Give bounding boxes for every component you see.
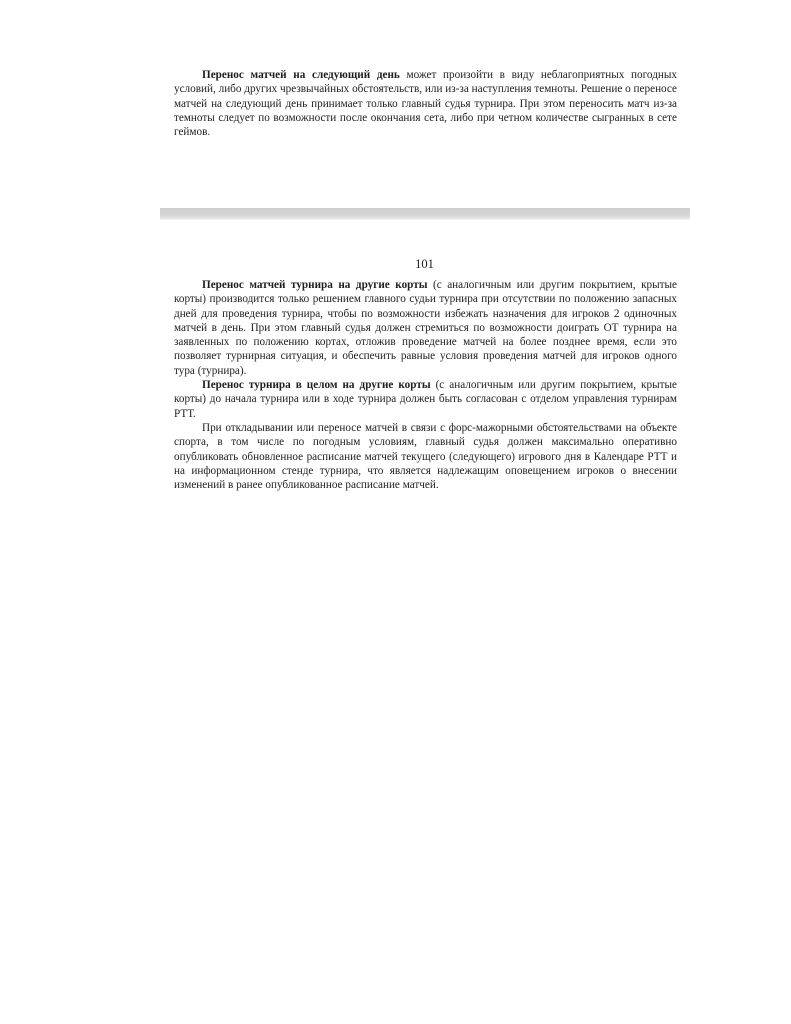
paragraph-transfer-tournament-other-courts — [174, 378, 677, 421]
page-body-text — [174, 278, 677, 492]
paragraph-body: (с аналогичным или другим покрытием, крытые корты) производится только решением главного судьи турнира при отсутствии по положению запасных дней для проведения турнира, чтобы по возможности избежать назначения для игроков 2 одиночных матчей в день. При этом главный судья должен стремиться по возможности доиграть ОТ турнира на заявленных по положению кортах, отложив проведение матчей на более позднее время, если это позволяет турнирная ситуация, и обеспечить равные условия проведения матчей для игроков одного тура (турнира). — [174, 279, 677, 377]
previous-page-text — [174, 68, 677, 139]
page-separator — [160, 208, 690, 220]
paragraph-force-majeure-schedule — [174, 421, 677, 492]
paragraph-heading: Перенос матчей на следующий день — [202, 69, 400, 81]
paragraph-body: может произойти в виду неблагоприятных погодных условий, либо других чрезвычайных обстоятельств, или из-за наступления темноты. Решение о переносе матчей на следующий день принимает только главный судья турнира. При этом переносить матч из-за темноты следует по возможности после окончания сета, либо при четном количестве сыгранных в сете геймов. — [174, 69, 677, 139]
paragraph-heading: Перенос турнира в целом на другие корты — [202, 379, 431, 392]
paragraph-transfer-matches-other-courts — [174, 278, 677, 378]
paragraph-body: (с аналогичным или другим покрытием, крытые корты) до начала турнира или в ходе турнира должен быть согласован с отделом управления турнирам РТТ. — [174, 379, 677, 420]
paragraph-heading: Перенос матчей турнира на другие корты — [202, 279, 428, 291]
paragraph-postponement-next-day — [174, 68, 677, 139]
page-number: 101 — [415, 257, 434, 271]
paragraph-body: При откладывании или переносе матчей в связи с форс-мажорными обстоятельствами на объекте спорта, в том числе по погодным условиям, главный судья должен максимально оперативно опубликовать обновленное расписание матчей текущего (следующего) игрового дня в Календаре РТТ и на информационном стенде турнира, что является надлежащим оповещением игроков о внесении изменений в ранее опубликованное расписание матчей. — [174, 421, 677, 492]
